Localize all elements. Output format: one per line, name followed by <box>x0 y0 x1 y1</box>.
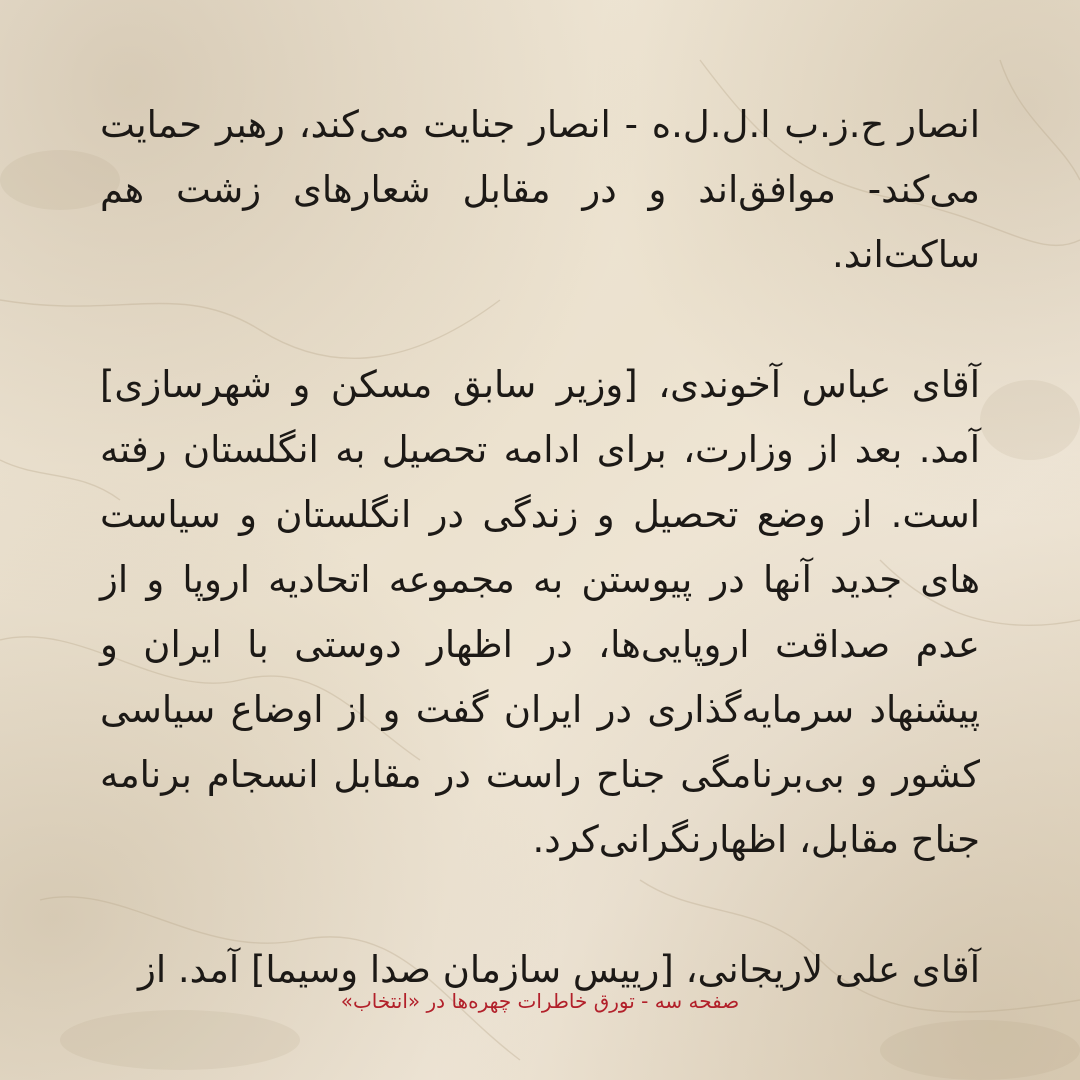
paragraph-3: آقای علی لاریجانی، [رییس سازمان صدا وسیما] آمد. از <box>138 948 980 991</box>
document-body <box>100 92 980 1002</box>
paragraph-1: انصار ح.ز.ب ا.ل.ل.ه - انصار جنایت می‌کند، رهبر حمایت می‌کند- موافق‌اند و در مقابل شعارهای زشت هم ساکت‌اند. <box>100 103 980 276</box>
paragraph-2: آقای عباس آخوندی، [وزیر سابق مسکن و شهرسازی] آمد. بعد از وزارت، برای ادامه تحصیل به انگلستان رفته است. از وضع تحصیل و زندگی در انگلستان و سیاست های جدید آنها در پیوستن به مجموعه اتحادیه اروپا و از عدم صداقت اروپایی‌ها، در اظهار دوستی با ایران و پیشنهاد سرمایه‌گذاری در ایران گفت و از اوضاع سیاسی کشور و بی‌برنامگی جناح راست در مقابل انسجام برنامه جناح مقابل، اظهارنگرانی‌کرد. <box>100 363 980 861</box>
footer-caption: صفحه سه - تورق خاطرات چهره‌ها در «انتخاب» <box>340 989 740 1013</box>
